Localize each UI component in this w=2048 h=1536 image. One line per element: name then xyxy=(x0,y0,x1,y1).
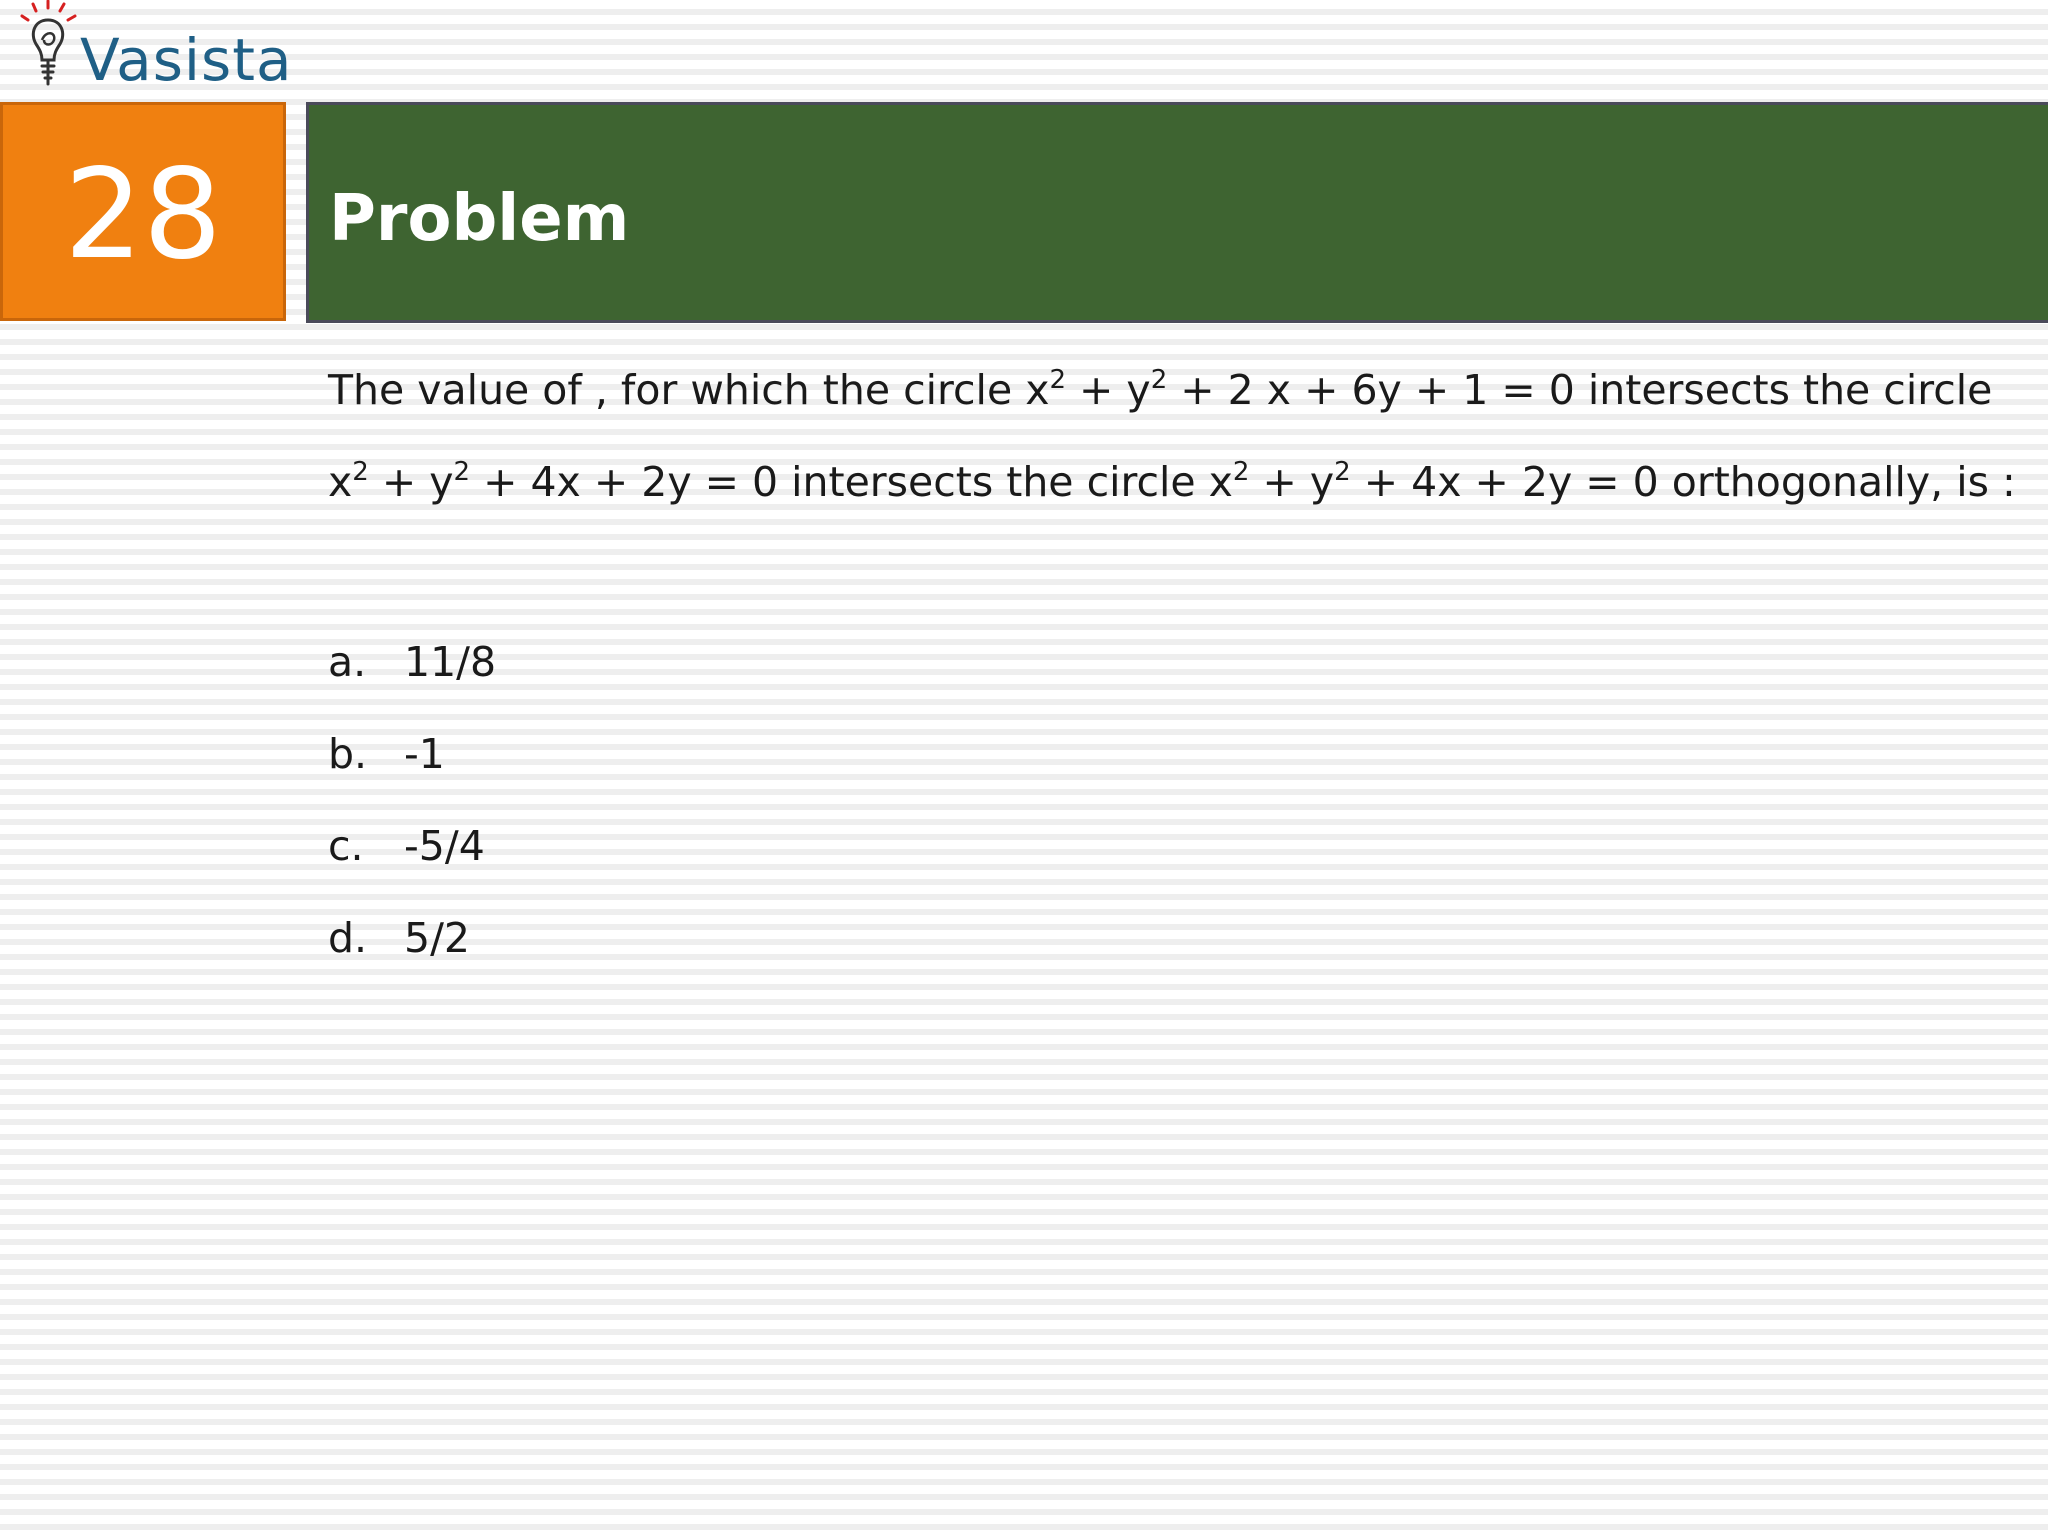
option-letter: a. xyxy=(328,638,367,686)
option-value: -1 xyxy=(404,730,445,778)
question-text xyxy=(328,360,2028,544)
question-line-1-part-3: + 2 x + 6y + 1 = 0 intersects the circle xyxy=(1167,366,1993,414)
slide-title: Problem xyxy=(329,182,630,256)
question-line-2 xyxy=(328,452,2028,544)
slide-number: 28 xyxy=(64,143,222,287)
superscript: 2 xyxy=(1232,457,1250,487)
option-d[interactable] xyxy=(328,908,496,1000)
option-letter: b. xyxy=(328,730,368,778)
option-b[interactable] xyxy=(328,724,496,816)
slide-number-box xyxy=(0,102,286,321)
option-c[interactable] xyxy=(328,816,496,908)
question-line-2-part-1: x xyxy=(328,458,353,506)
option-value: 5/2 xyxy=(404,914,470,962)
superscript: 2 xyxy=(352,457,369,487)
lightbulb-icon xyxy=(18,0,88,98)
option-letter: c. xyxy=(328,822,364,870)
question-line-2-part-3: + 4x + 2y = 0 intersects the circle x xyxy=(470,458,1233,506)
superscript: 2 xyxy=(1334,457,1351,487)
title-bar xyxy=(306,102,2048,323)
question-line-2-part-2: + y xyxy=(368,458,454,506)
superscript: 2 xyxy=(453,457,471,487)
question-line-2-part-5: + 4x + 2y = 0 orthogonally, is : xyxy=(1350,458,2016,506)
answer-options xyxy=(328,632,496,1000)
option-a[interactable] xyxy=(328,632,496,724)
vasista-logo xyxy=(18,0,293,98)
option-value: 11/8 xyxy=(404,638,497,686)
question-line-1 xyxy=(328,360,2028,452)
question-line-1-part-1: The value of , for which the circle x xyxy=(328,366,1050,414)
option-letter: d. xyxy=(328,914,368,962)
question-line-2-part-4: + y xyxy=(1249,458,1335,506)
superscript: 2 xyxy=(1049,365,1067,395)
superscript: 2 xyxy=(1150,365,1168,395)
option-value: -5/4 xyxy=(404,822,485,870)
question-line-1-part-2: + y xyxy=(1066,366,1151,414)
logo-text: Vasista xyxy=(80,26,293,94)
